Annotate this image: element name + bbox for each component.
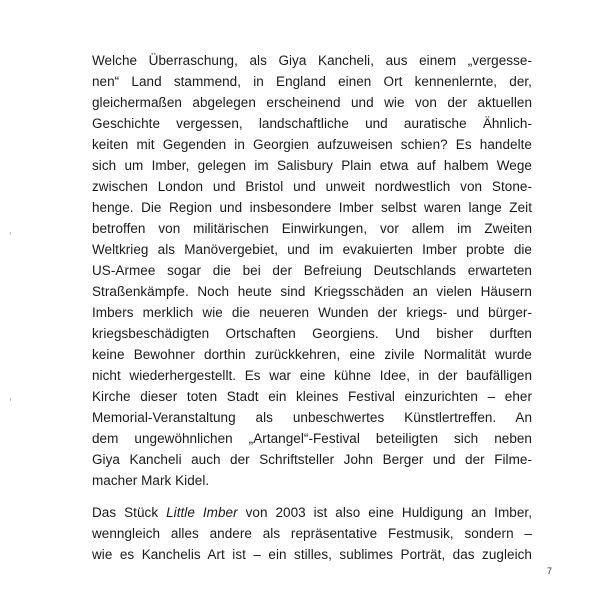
text-line: dem ungewöhnlichen „Artangel“-Festival beteiligten sich neben (92, 431, 532, 446)
scan-speck (10, 398, 11, 401)
text-line: keine Bewohner dorthin zurückkehren, eine zivile Normalität wurde (92, 347, 532, 362)
text-segment: von 2003 ist also eine Huldigung an Imber, (237, 505, 532, 520)
text-line: Straßenkämpfe. Noch heute sind Kriegsschäden an vielen Häusern (92, 284, 532, 299)
page-number: 7 (546, 566, 552, 576)
work-title: Little Imber (166, 505, 238, 520)
scan-speck (10, 232, 11, 235)
text-line: macher Mark Kidel. (92, 473, 210, 488)
body-text (92, 50, 532, 565)
text-line: Welche Überraschung, als Giya Kancheli, aus einem „vergesse- (92, 53, 532, 68)
paragraph-spacer (92, 491, 532, 502)
paragraph-little-imber (92, 502, 532, 565)
text-line: henge. Die Region und insbesondere Imber selbst waren lange Zeit (92, 200, 532, 215)
text-line: Kirche dieser toten Stadt ein kleines Festival einzurichten – eher (92, 389, 532, 404)
text-line: Memorial-Veranstaltung als unbeschwertes Künstlertreffen. An (92, 410, 532, 425)
text-line: wie es Kanchelis Art ist – ein stilles, sublimes Porträt, das zugleich (92, 547, 532, 562)
text-line: Giya Kancheli auch der Schriftsteller John Berger und der Filme- (92, 452, 532, 467)
text-line: gleichermaßen abgelegen erscheinend und wie von der aktuellen (92, 95, 532, 110)
text-line: zwischen London und Bristol und unweit nordwestlich von Stone- (92, 179, 532, 194)
text-line: nicht wiederhergestellt. Es war eine kühne Idee, in der baufälligen (92, 368, 532, 383)
text-line: Weltkrieg als Manövergebiet, und im evakuierten Imber probte die (92, 242, 532, 257)
text-line (92, 502, 532, 523)
paragraph-imber-history (92, 50, 532, 491)
text-line: US-Armee sogar die bei der Befreiung Deutschlands erwarteten (92, 263, 532, 278)
text-line: sich um Imber, gelegen im Salisbury Plain etwa auf halbem Wege (92, 158, 532, 173)
text-line: keiten mit Gegenden in Georgien aufzuweisen schien? Es handelte (92, 137, 532, 152)
text-line: Imbers merklich wie die neueren Wunden der kriegs- und bürger- (92, 305, 532, 320)
text-line: kriegsbeschädigten Ortschaften Georgiens. Und bisher durften (92, 326, 532, 341)
text-line: betroffen von militärischen Einwirkungen, vor allem im Zweiten (92, 221, 532, 236)
text-line: nen“ Land stammend, in England einen Ort kennenlernte, der, (92, 74, 532, 89)
text-line: Geschichte vergessen, landschaftliche und auratische Ähnlich- (92, 116, 532, 131)
text-segment: Das Stück (92, 505, 167, 520)
text-line: wenngleich alles andere als repräsentative Festmusik, sondern – (92, 526, 532, 541)
